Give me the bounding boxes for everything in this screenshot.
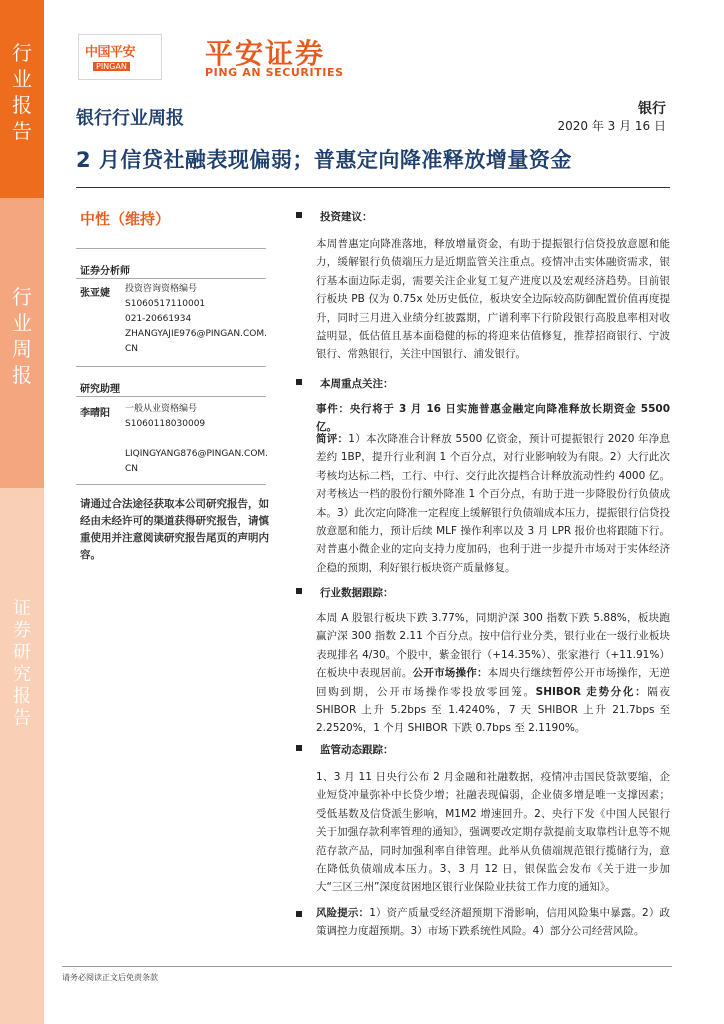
sidebar-char: 报 — [12, 93, 32, 117]
analyst-info — [125, 282, 270, 357]
report-date: 2020 年 3 月 16 日 — [557, 119, 666, 133]
assistant-cert-label: 一般从业资格编号 — [125, 404, 198, 414]
section-body: 1）资产质量受经济超预期下滑影响，信用风险集中暴露。2）政策调控力度超预期。3）市场下跌系统性风险。4）部分公司经营风险。 — [316, 907, 670, 938]
section-body: 1、3 月 11 日央行公布 2 月金融和社融数据，疫情冲击国民贷款要缩，企业短贷冲量弥补中长贷少增；社融表现偏弱，企业债多增是唯一支撑因素；受低基数及信贷派生影响，M1M2 增速回升。2、央行下发《中国人民银行关于加强存款利率管理的通知》，强调要改定期存款提前支取靠档计息等不规范存款产品，同时加强利率自律管理。此举从负债端规范银行揽储行为，意在降低负债端成本压力。3、3 月 12 日，银保监会发布《关于进一步加大“三区三州”深度贫困地区银行业保险业扶贫工作力度的通知》。 — [316, 771, 670, 894]
logo-box-subtext: PINGAN — [93, 62, 130, 71]
open-market-label: 公开市场操作： — [412, 667, 488, 680]
sidebar-char: 周 — [12, 337, 32, 361]
sidebar-char: 告 — [12, 119, 32, 143]
bullet-icon — [296, 588, 302, 594]
assistant-email[interactable]: LIQINGYANG876@PINGAN.COM.CN — [125, 449, 269, 474]
left-disclaimer: 请通过合法途径获取本公司研究报告，如经由未经许可的渠道获得研究报告，请慎重使用并注意阅读研究报告尾页的声明内容。 — [80, 498, 269, 561]
assistant-cert-number: S1060118030009 — [125, 419, 206, 429]
assistant-info — [125, 402, 270, 477]
open-market-text: 本周央行继续暂停公开市场操作，无逆回购到期，公开市场操作零投放零回笼。 — [316, 667, 670, 698]
shibor-label: SHIBOR 走势分化： — [535, 685, 648, 698]
rating-label: 中性（维持） — [80, 210, 171, 228]
sidebar-char: 业 — [12, 67, 32, 91]
report-headline: 2 月信贷社融表现偏弱；普惠定向降准释放增量资金 — [76, 148, 572, 172]
header-divider — [76, 187, 670, 188]
section-title: 行业数据跟踪： — [320, 587, 394, 599]
sidebar-char: 行 — [12, 41, 32, 65]
brand-name-cn: 平安证券 — [205, 37, 326, 70]
analyst-phone: 021-20661934 — [125, 314, 192, 324]
shibor-text: 隔夜 SHIBOR 上升 5.2bps 至 1.4240%，7 天 SHIBOR 上升 21.7bps 至 2.2520%，1 个月 SHIBOR 下跌 0.7bps 至 2.1190%。 — [316, 685, 671, 735]
section-title: 风险提示： — [316, 907, 370, 919]
risk-paragraph — [316, 904, 670, 941]
sidebar-char: 证 — [13, 598, 31, 619]
section-body: 本周普惠定向降准落地，释放增量资金，有助于提振银行信贷投放意愿和能力，缓解银行负债端压力是近期监管关注重点。疫情冲击实体融资需求，银行基本面边际走弱，需要关注企业复工复产进度以及宏观经济趋势。目前银行板块 PB 仅为 0.75x 处历史低位，板块安全边际较高防御配置价值再度提升，同时三月进入业绩分红披露期，广谱利率下行阶段银行高股息率相对收益明显，低估值且基本面稳健的标的将迎来估值修复，推荐招商银行、宁波银行、常熟银行，关注中国银行、浦发银行。 — [316, 238, 670, 361]
footer-disclaimer: 请务必阅读正文后免责条款 — [62, 973, 158, 982]
event-text: 央行将于 3 月 16 日实施普惠金融定向降准释放长期资金 5500 亿。 — [316, 403, 671, 434]
sidebar-segment-weekly — [0, 198, 44, 488]
comment-label: 简评： — [316, 433, 349, 445]
left-divider — [76, 278, 266, 279]
sidebar-char: 行 — [12, 285, 32, 309]
left-divider — [76, 396, 266, 397]
comment-paragraph — [316, 430, 670, 577]
analyst-heading: 证券分析师 — [80, 266, 130, 277]
bullet-icon — [296, 212, 302, 218]
left-divider — [76, 366, 266, 367]
comment-text: 1）本次降准合计释放 5500 亿资金，预计可提振银行 2020 年净息差约 1BP，提升行业利润 1 个百分点，对行业影响较为有限。2）大行此次考核均达标二档，工行、中行、交行此次提档合计释放流动性约 4000 亿。对考核达一档的股份行额外降准 1 个百分点，有助于进一步降股份行负债成本。3）此次定向降准一定程度上缓解银行负债端成本压力，提振银行信贷投放意愿和能力，预计后续 MLF 操作利率以及 3 月 LPR 报价也将跟随下行。对普惠小微企业的定向支持力度加码，也利于进一步提升市场对于实体经济企稳的预期，利好银行板块资产质量修复。 — [316, 433, 671, 574]
sidebar-char: 业 — [12, 311, 32, 335]
industry-data-paragraph — [316, 609, 670, 738]
sidebar-char: 报 — [13, 686, 31, 707]
sidebar-char: 报 — [12, 363, 32, 387]
industry-label: 银行 — [638, 101, 666, 117]
left-divider — [76, 248, 266, 249]
sidebar-char: 告 — [13, 708, 31, 729]
left-sidebar — [0, 0, 44, 1024]
bullet-icon — [296, 379, 302, 385]
sidebar-segment-industry-report — [0, 0, 44, 198]
sidebar-segment-research — [0, 488, 44, 1024]
section-title: 本周重点关注： — [320, 378, 394, 390]
event-label: 事件： — [316, 403, 350, 415]
report-type: 银行行业周报 — [76, 108, 184, 129]
analyst-email[interactable]: ZHANGYAJIE976@PINGAN.COM.CN — [125, 329, 268, 354]
assistant-name: 李晴阳 — [80, 408, 110, 419]
brand-name-en: PING AN SECURITIES — [205, 66, 344, 79]
section-title: 投资建议： — [320, 211, 373, 223]
sidebar-char: 研 — [13, 642, 31, 663]
analyst-cert-label: 投资咨询资格编号 — [125, 284, 198, 294]
analyst-cert-number: S1060517110001 — [125, 299, 206, 309]
industry-data-text: 本周 A 股银行板块下跌 3.77%，同期沪深 300 指数下跌 5.88%，板块跑赢沪深 300 指数 2.11 个百分点。按中信行业分类，银行业在一级行业板块表现排名 4/30。个股中，紫金银行（+14.35%）、张家港行（+11.91%）在板块中表现居前。 — [316, 612, 670, 680]
pingan-logo-box — [78, 34, 162, 80]
left-divider — [76, 484, 266, 485]
assistant-heading: 研究助理 — [80, 384, 120, 395]
bullet-icon — [296, 911, 302, 917]
logo-box-text: 中国平安 — [85, 45, 136, 60]
analyst-name: 张亚婕 — [80, 288, 110, 299]
bullet-icon — [296, 745, 302, 751]
sidebar-char: 券 — [13, 620, 31, 641]
section-title: 监管动态跟踪： — [320, 744, 394, 756]
footer-divider — [62, 966, 672, 967]
sidebar-char: 究 — [13, 664, 31, 685]
